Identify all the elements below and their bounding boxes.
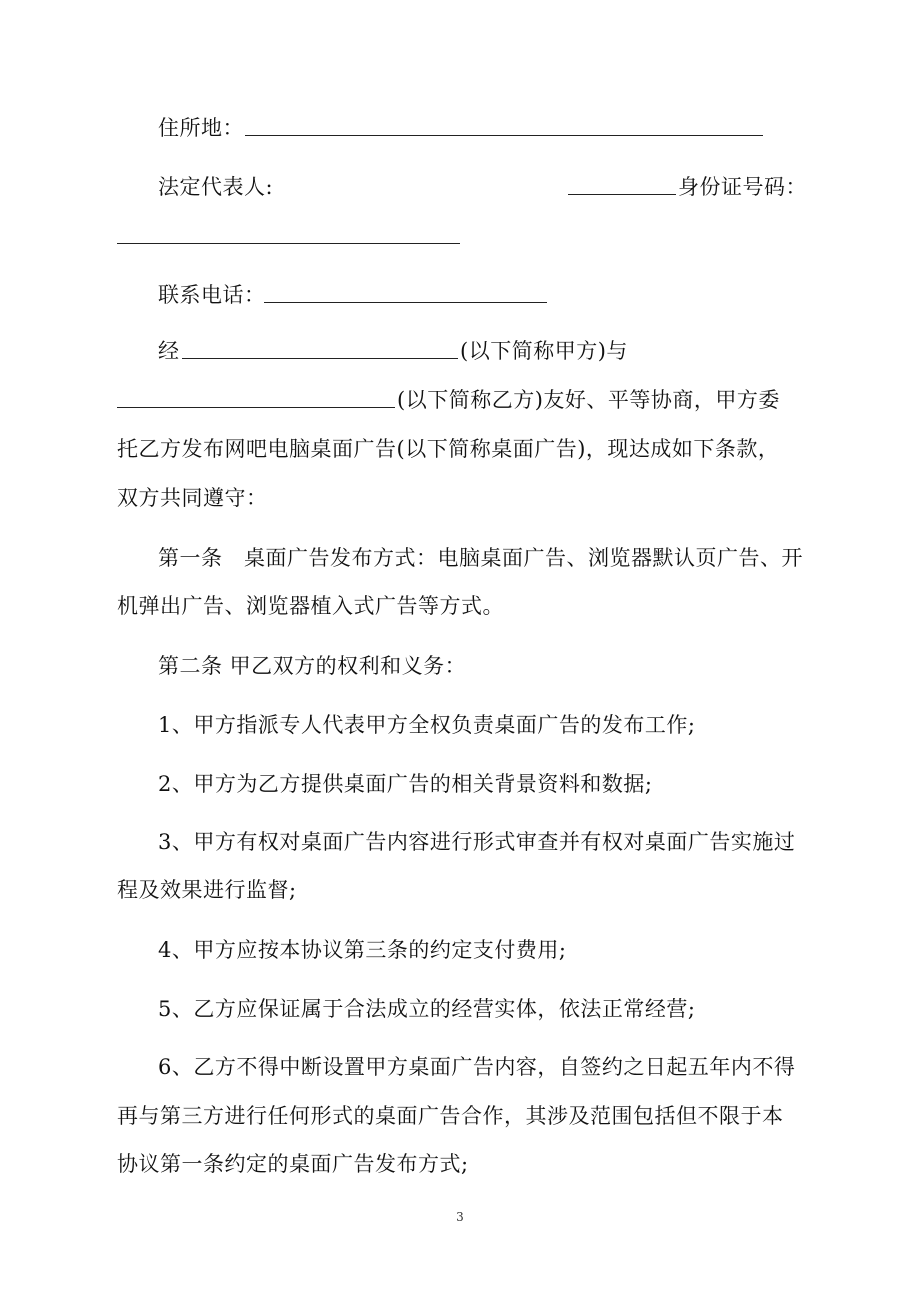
article2-title: 第二条 甲乙双方的权利和义务：	[158, 654, 467, 678]
article1-line-1: 第一条 桌面广告发布方式：电脑桌面广告、浏览器默认页广告、开	[158, 546, 803, 570]
article2-item-6-line-1: 6、乙方不得中断设置甲方桌面广告内容，自签约之日起五年内不得	[158, 1055, 796, 1079]
id-number-blank	[117, 243, 460, 244]
intro-line-2: 托乙方发布网吧电脑桌面广告(以下简称桌面广告)，现达成如下条款，	[117, 437, 780, 461]
legal-rep-label: 法定代表人:	[158, 175, 274, 199]
intro-line-3: 双方共同遵守：	[117, 486, 268, 510]
page-number: 3	[456, 1210, 464, 1224]
address-label: 住所地：	[158, 116, 244, 140]
party-a-suffix: (以下简称甲方)与	[460, 339, 628, 363]
intro-prefix: 经	[158, 339, 180, 363]
party-b-suffix-line	[397, 386, 807, 414]
legal-rep-blank	[568, 194, 676, 195]
party-b-suffix: (以下简称乙方)友好、平等协商，甲方委	[397, 388, 780, 412]
id-number-label: 身份证号码：	[678, 175, 807, 199]
article2-item-2: 2、甲方为乙方提供桌面广告的相关背景资料和数据;	[158, 772, 653, 796]
address-line	[158, 114, 848, 142]
id-number-line	[678, 173, 808, 201]
article2-item-4: 4、甲方应按本协议第三条的约定支付费用;	[158, 938, 567, 962]
article2-item-1: 1、甲方指派专人代表甲方全权负责桌面广告的发布工作;	[158, 713, 696, 737]
article2-item-3-line-2: 程及效果进行监督;	[117, 878, 297, 902]
party-b-blank	[117, 407, 395, 408]
party-a-blank	[182, 358, 458, 359]
article2-item-5: 5、乙方应保证属于合法成立的经营实体，依法正常经营;	[158, 997, 696, 1021]
article2-item-6-line-2: 再与第三方进行任何形式的桌面广告合作，其涉及范围包括但不限于本	[117, 1104, 784, 1128]
phone-blank	[264, 302, 547, 303]
article2-item-3-line-1: 3、甲方有权对桌面广告内容进行形式审查并有权对桌面广告实施过	[158, 830, 796, 854]
article2-item-6-line-3: 协议第一条约定的桌面广告发布方式;	[117, 1152, 469, 1176]
party-a-suffix-line	[460, 337, 660, 365]
phone-label: 联系电话：	[158, 283, 266, 307]
article1-line-2: 机弹出广告、浏览器植入式广告等方式。	[117, 594, 504, 618]
address-blank	[245, 135, 763, 136]
phone-line	[158, 281, 848, 309]
